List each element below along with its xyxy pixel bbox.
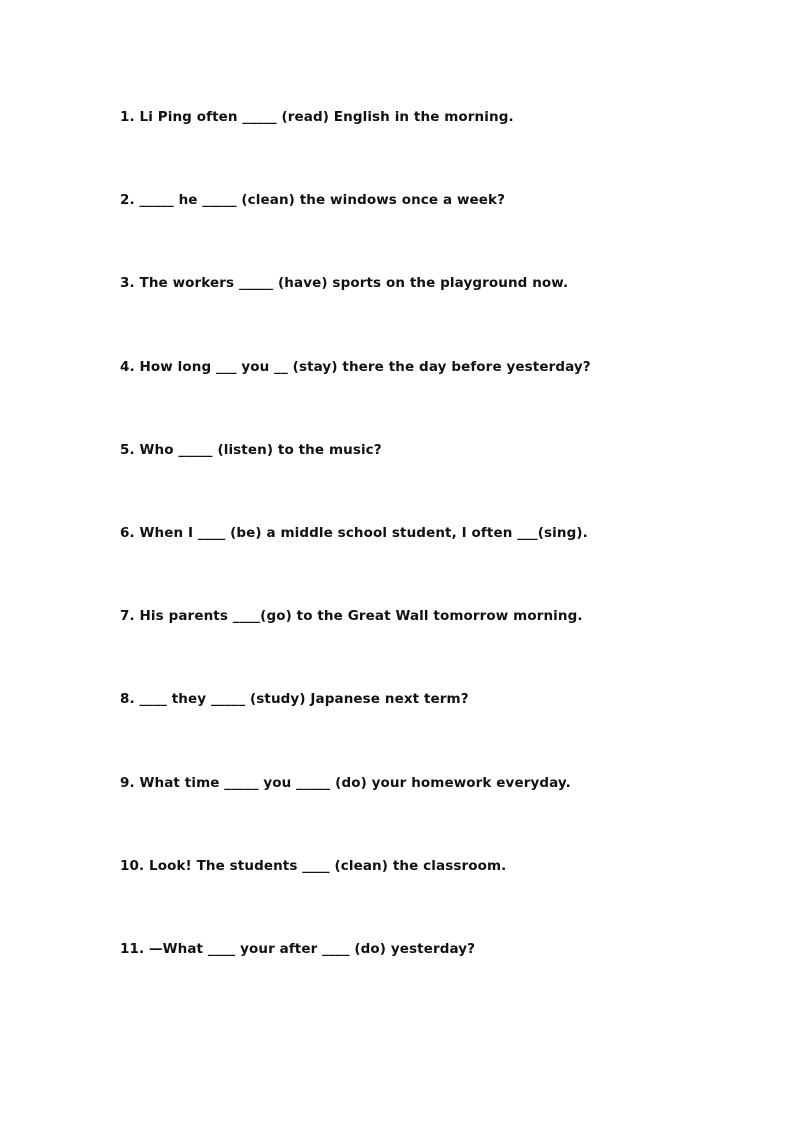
question-10: 10. Look! The students ____ (clean) the classroom. [120,857,507,874]
question-2: 2. _____ he _____ (clean) the windows once a week? [120,192,506,209]
question-7: 7. His parents ____(go) to the Great Wall tomorrow morning. [120,608,583,625]
question-4: 4. How long ___ you __ (stay) there the day before yesterday? [120,358,591,375]
question-list [120,107,740,1022]
question-11: 11. —What ____ your after ____ (do) yesterday? [120,940,476,957]
question-6: 6. When I ____ (be) a middle school student, I often ___(sing). [120,524,588,541]
question-3: 3. The workers _____ (have) sports on the playground now. [120,275,569,292]
question-9: 9. What time _____ you _____ (do) your homework everyday. [120,774,571,791]
question-8: 8. ____ they _____ (study) Japanese next term? [120,691,469,708]
question-1: 1. Li Ping often _____ (read) English in the morning. [120,109,514,125]
question-5: 5. Who _____ (listen) to the music? [120,441,382,458]
